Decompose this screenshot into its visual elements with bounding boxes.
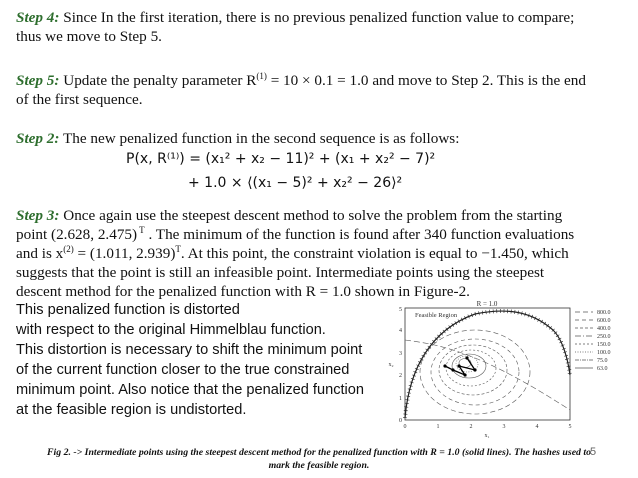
note-line: of the current function closer to the true constrained bbox=[16, 362, 350, 378]
step4-text-line2: thus we move to Step 5. bbox=[16, 28, 162, 45]
x-tick: 4 bbox=[535, 424, 539, 430]
caption-line1: Fig 2. -> Intermediate points using the steepest descent method for the penalized function with R = 1.0 (solid lines). The hashes used to bbox=[46, 447, 592, 458]
step3-line2-sup: T bbox=[137, 224, 145, 235]
legend-entry: 250.0 bbox=[597, 334, 611, 340]
legend-entry: 75.0 bbox=[597, 358, 608, 364]
note-line: with respect to the original Himmelblau function. bbox=[16, 322, 326, 338]
y-axis-label: x₂ bbox=[388, 362, 394, 368]
y-tick: 0 bbox=[399, 418, 402, 424]
note-block bbox=[16, 300, 376, 420]
note-line: at the feasible region is undistorted. bbox=[16, 402, 247, 418]
descent-point bbox=[463, 373, 466, 376]
step3-line2a: point (2.628, 2.475) bbox=[16, 226, 138, 243]
legend-entry: 400.0 bbox=[597, 326, 611, 332]
contour-250 bbox=[446, 350, 496, 386]
contour-plot bbox=[375, 300, 630, 440]
x-axis-label: x₁ bbox=[484, 433, 490, 439]
contour-outer bbox=[405, 340, 570, 410]
step3-line3a: and is x bbox=[16, 245, 64, 262]
step3-line3-sup2: T bbox=[175, 243, 181, 254]
x-tick: 5 bbox=[568, 424, 572, 430]
descent-point bbox=[473, 368, 476, 371]
step5-sup: (1) bbox=[256, 70, 267, 81]
x-tick: 2 bbox=[469, 424, 473, 430]
step5-text-line2: of the first sequence. bbox=[16, 91, 143, 108]
x-tick: 3 bbox=[502, 424, 506, 430]
step3-line3b: = (1.011, 2.939) bbox=[73, 245, 176, 262]
step2-paragraph bbox=[16, 129, 622, 148]
descent-point bbox=[457, 364, 460, 367]
step3-line1: Once again use the steepest descent method to solve the problem from the starting bbox=[59, 207, 563, 224]
y-tick: 5 bbox=[399, 307, 402, 313]
step3-line5: descent method for the penalized function with R = 1.0 shown in Figure-2. bbox=[16, 283, 470, 300]
page-number: 5 bbox=[590, 446, 597, 458]
x-tick: 0 bbox=[403, 424, 407, 430]
descent-point bbox=[465, 356, 468, 359]
step3-paragraph bbox=[16, 206, 622, 301]
legend-entry: 100.0 bbox=[597, 350, 611, 356]
x-tick-labels bbox=[404, 424, 572, 430]
step4-label: Step 4: bbox=[16, 9, 60, 26]
legend-entry: 150.0 bbox=[597, 342, 611, 348]
constraint-hatch bbox=[405, 311, 570, 418]
constraint-boundary bbox=[405, 311, 570, 418]
legend-entry: 63.0 bbox=[597, 366, 608, 372]
descent-point bbox=[451, 368, 454, 371]
step2-label: Step 2: bbox=[16, 130, 60, 147]
plot-title: R = 1.0 bbox=[476, 300, 498, 308]
legend-entry: 800.0 bbox=[597, 310, 611, 316]
formula-line2: + 1.0 × ⟨(x₁ − 5)² + x₂² − 26⟩² bbox=[188, 175, 403, 191]
contour-600 bbox=[431, 339, 519, 405]
plot-legend bbox=[575, 310, 611, 372]
step4-text-line1: Since In the first iteration, there is no previous penalized function value to compare; bbox=[59, 9, 575, 26]
note-line: minimum point. Also notice that the penalized function bbox=[16, 382, 365, 398]
legend-entry: 600.0 bbox=[597, 318, 611, 324]
descent-point bbox=[443, 364, 446, 367]
step4-paragraph bbox=[16, 8, 622, 46]
y-tick: 3 bbox=[399, 351, 402, 357]
feasible-region-label: Feasible Region bbox=[415, 312, 458, 319]
step3-line3-sup1: (2) bbox=[63, 243, 74, 254]
y-tick: 4 bbox=[399, 328, 402, 334]
contour-800 bbox=[420, 330, 530, 414]
step3-line2b: . The minimum of the function is found after 340 function evaluations bbox=[144, 226, 575, 243]
step3-label: Step 3: bbox=[16, 207, 60, 224]
formula-line1: P(x, R⁽¹⁾) = (x₁² + x₂ − 11)² + (x₁ + x₂² − 7)² bbox=[126, 151, 436, 167]
note-line: This distortion is necessary to shift the minimum point bbox=[16, 342, 363, 358]
step5-paragraph bbox=[16, 71, 622, 109]
step3-line3c: . At this point, the constraint violation is equal to −1.450, which bbox=[180, 245, 569, 262]
y-tick: 1 bbox=[399, 396, 402, 402]
plot-frame bbox=[405, 308, 570, 420]
step2-text: The new penalized function in the second sequence is as follows: bbox=[59, 130, 460, 147]
figure-caption bbox=[16, 446, 622, 472]
step3-line4: suggests that the point is still an infeasible point. Intermediate points using the steepest bbox=[16, 264, 545, 281]
note-line: This penalized function is distorted bbox=[16, 302, 240, 318]
step5-text-a: Update the penalty parameter R bbox=[59, 72, 257, 89]
x-tick: 1 bbox=[436, 424, 440, 430]
step5-text-b: = 10 × 0.1 = 1.0 and move to Step 2. This is the end bbox=[266, 72, 586, 89]
y-tick: 2 bbox=[399, 373, 402, 379]
y-tick-labels bbox=[399, 307, 402, 424]
contour-lines bbox=[405, 330, 570, 414]
step5-label: Step 5: bbox=[16, 72, 60, 89]
caption-line2: mark the feasible region. bbox=[268, 460, 370, 471]
